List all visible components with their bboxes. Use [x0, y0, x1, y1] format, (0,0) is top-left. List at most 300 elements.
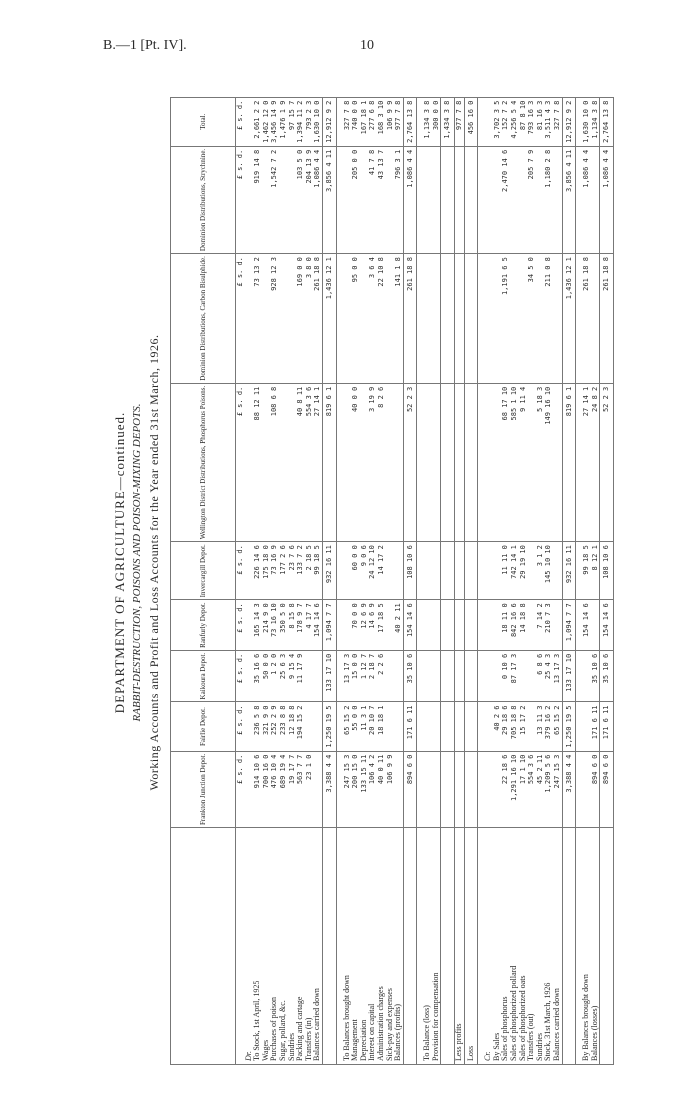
amount-cell — [510, 254, 519, 384]
amount-cell: 1,394 11 2 — [296, 97, 305, 146]
amount-cell: 50 0 0 — [262, 650, 271, 702]
row-label: Sundries — [288, 828, 297, 1065]
amount-cell — [245, 650, 254, 702]
amount-cell: 261 18 8 — [600, 254, 614, 384]
amount-cell — [441, 751, 455, 827]
amount-cell: 919 14 8 — [253, 146, 262, 253]
amount-cell — [493, 751, 502, 827]
amount-cell: 3,702 3 5 — [493, 97, 502, 146]
amount-cell: 14 6 9 — [368, 600, 377, 651]
dr-row — [262, 97, 271, 1064]
amount-cell: 29 19 10 — [519, 542, 528, 600]
amount-cell — [455, 146, 465, 253]
amount-cell: 1,086 4 4 — [403, 146, 417, 253]
amount-cell: 103 5 0 — [296, 146, 305, 253]
amount-cell: 133 15 11 — [360, 751, 369, 827]
column-header: Total. — [171, 97, 236, 146]
dr-heading-row — [245, 97, 254, 1064]
amount-cell — [527, 600, 536, 651]
amount-cell: 327 7 8 — [343, 97, 352, 146]
amount-cell: 977 7 8 — [455, 97, 465, 146]
row-label: Dr. — [245, 828, 254, 1065]
amount-cell — [432, 254, 441, 384]
amount-cell — [582, 650, 591, 702]
amount-cell — [386, 650, 395, 702]
row-label: To Stock, 1st April, 1925 — [253, 828, 262, 1065]
amount-cell — [484, 254, 493, 384]
row-label: Balances (losses) — [591, 828, 600, 1065]
amount-cell: 171 6 11 — [600, 702, 614, 751]
accounts-body — [236, 97, 614, 1064]
amount-cell — [423, 254, 432, 384]
amount-cell: 35 10 6 — [403, 650, 417, 702]
amount-cell — [423, 542, 432, 600]
amount-cell — [245, 702, 254, 751]
amount-cell: 742 14 1 — [510, 542, 519, 600]
amount-cell: 914 10 6 — [253, 751, 262, 827]
amount-cell — [394, 702, 403, 751]
amount-cell — [360, 254, 369, 384]
cr-row — [510, 97, 519, 1064]
amount-cell: £ s. d. — [236, 542, 245, 600]
amount-cell — [394, 751, 403, 827]
amount-cell: 204 13 9 — [305, 146, 314, 253]
amount-cell: 34 5 0 — [527, 254, 536, 384]
amount-cell — [464, 542, 478, 600]
amount-cell: 3,456 14 9 — [270, 97, 279, 146]
amount-cell: 52 2 3 — [403, 383, 417, 541]
amount-cell — [484, 542, 493, 600]
amount-cell — [441, 600, 455, 651]
amount-cell: 43 13 7 — [377, 146, 386, 253]
row-label: Cr. — [484, 828, 493, 1065]
amount-cell: 740 0 0 — [351, 97, 360, 146]
amount-cell: 12,912 9 2 — [322, 97, 336, 146]
amount-cell — [423, 383, 432, 541]
amount-cell: 108 10 6 — [600, 542, 614, 600]
amount-cell: 233 8 8 — [279, 702, 288, 751]
amount-cell: 1,086 4 4 — [582, 146, 591, 253]
amount-cell: 247 15 3 — [343, 751, 352, 827]
amount-cell — [386, 702, 395, 751]
amount-cell — [432, 146, 441, 253]
dr-row — [253, 97, 262, 1064]
amount-cell — [464, 702, 478, 751]
loss-row — [432, 97, 441, 1064]
amount-cell — [343, 383, 352, 541]
balance-row — [368, 97, 377, 1064]
amount-cell — [484, 702, 493, 751]
amount-cell: 45 2 11 — [536, 751, 545, 827]
amount-cell: 133 17 10 — [322, 650, 336, 702]
amount-cell — [386, 600, 395, 651]
amount-cell — [591, 254, 600, 384]
amount-cell: 205 7 9 — [527, 146, 536, 253]
amount-cell: 3,388 4 4 — [562, 751, 576, 827]
amount-cell: 211 0 8 — [544, 254, 553, 384]
amount-cell — [313, 751, 322, 827]
amount-cell: 261 18 8 — [582, 254, 591, 384]
amount-cell: 932 16 11 — [322, 542, 336, 600]
amount-cell: 40 2 11 — [394, 600, 403, 651]
amount-cell: 456 16 0 — [464, 97, 478, 146]
row-label: Balances carried down — [553, 828, 562, 1065]
amount-cell: 35 16 6 — [253, 650, 262, 702]
amount-cell: 27 14 1 — [313, 383, 322, 541]
amount-cell — [553, 254, 562, 384]
amount-cell — [493, 254, 502, 384]
amount-cell — [455, 702, 465, 751]
amount-cell — [484, 600, 493, 651]
amount-cell: 6 8 6 — [536, 650, 545, 702]
balance-total-row — [403, 97, 417, 1064]
row-label: Management — [351, 828, 360, 1065]
amount-cell — [423, 650, 432, 702]
amount-cell — [394, 650, 403, 702]
amount-cell: 22 10 8 — [377, 254, 386, 384]
amount-cell — [493, 542, 502, 600]
amount-cell: 3 19 9 — [368, 383, 377, 541]
amount-cell — [386, 254, 395, 384]
amount-cell: 15 17 2 — [519, 702, 528, 751]
amount-cell: 261 18 8 — [313, 254, 322, 384]
amount-cell: 106 9 9 — [386, 97, 395, 146]
dr-row — [296, 97, 305, 1064]
amount-cell — [553, 600, 562, 651]
amount-cell: 819 6 1 — [562, 383, 576, 541]
amount-cell — [423, 702, 432, 751]
amount-cell: £ s. d. — [236, 600, 245, 651]
amount-cell — [591, 600, 600, 651]
amount-cell: 8 15 8 — [288, 600, 297, 651]
amount-cell: 40 8 11 — [296, 383, 305, 541]
amount-cell: 3,856 4 11 — [322, 146, 336, 253]
amount-cell: 152 7 2 — [501, 97, 510, 146]
amount-cell: 8 2 6 — [377, 383, 386, 541]
cr-row — [501, 97, 510, 1064]
amount-cell: £ s. d. — [236, 146, 245, 253]
amount-cell: 700 16 0 — [262, 751, 271, 827]
amount-cell: 9 15 4 — [288, 650, 297, 702]
amount-cell: 141 1 8 — [394, 254, 403, 384]
amount-cell — [305, 702, 314, 751]
amount-cell: 226 14 6 — [253, 542, 262, 600]
rotated-page-content — [108, 60, 658, 1065]
amount-cell: 819 6 1 — [322, 383, 336, 541]
amount-cell — [262, 254, 271, 384]
amount-cell: 894 6 0 — [600, 751, 614, 827]
amount-cell: 18 11 0 — [501, 600, 510, 651]
amount-cell: 22 18 6 — [501, 751, 510, 827]
units-row — [236, 97, 245, 1064]
amount-cell: 40 2 6 — [493, 702, 502, 751]
amount-cell: £ s. d. — [236, 702, 245, 751]
amount-cell: 379 16 2 — [544, 702, 553, 751]
amount-cell — [432, 600, 441, 651]
amount-cell — [343, 146, 352, 253]
amount-cell — [464, 650, 478, 702]
row-label: Sundries — [536, 828, 545, 1065]
section-subtitle: RABBIT-DESTRUCTION, POISONS AND POISON-MIXING DEPOTS. — [131, 403, 143, 722]
amount-cell: 68 17 10 — [501, 383, 510, 541]
cr-row — [544, 97, 553, 1064]
amount-cell: 11 3 1 — [360, 702, 369, 751]
amount-cell: 0 10 6 — [501, 650, 510, 702]
amount-cell: 1,086 4 4 — [313, 146, 322, 253]
amount-cell — [493, 146, 502, 253]
row-label: Packing and cartage — [296, 828, 305, 1065]
amount-cell — [484, 146, 493, 253]
amount-cell — [591, 146, 600, 253]
amount-cell: 3 1 2 — [536, 542, 545, 600]
amount-cell: 133 7 2 — [296, 542, 305, 600]
cr-heading-row — [484, 97, 493, 1064]
amount-cell: 25 6 3 — [279, 650, 288, 702]
loss-net-row — [464, 97, 478, 1064]
less-profits-row — [455, 97, 465, 1064]
amount-cell: £ s. d. — [236, 383, 245, 541]
row-label: Wages — [262, 828, 271, 1065]
amount-cell — [313, 650, 322, 702]
amount-cell — [432, 542, 441, 600]
amount-cell — [245, 254, 254, 384]
amount-cell: 171 6 11 — [403, 702, 417, 751]
balance-row — [343, 97, 352, 1064]
amount-cell — [386, 146, 395, 253]
amount-cell: 2 2 6 — [377, 650, 386, 702]
amount-cell: 17 1 10 — [519, 751, 528, 827]
accounts-title: Working Accounts and Profit and Loss Accounts for the Year ended 31st March, 1926. — [147, 334, 161, 791]
amount-cell: 200 15 0 — [351, 751, 360, 827]
amount-cell: 9 0 6 — [360, 542, 369, 600]
rotated-inner — [108, 60, 658, 1065]
amount-cell — [553, 146, 562, 253]
amount-cell — [279, 146, 288, 253]
amount-cell: 14 18 8 — [519, 600, 528, 651]
amount-cell: 1,250 19 5 — [562, 702, 576, 751]
column-header: Ranfurly Depot. — [171, 600, 236, 651]
amount-cell: 214 9 0 — [262, 600, 271, 651]
amount-cell: 554 3 6 — [305, 383, 314, 541]
row-label: Sales of phosphorus — [501, 828, 510, 1065]
amount-cell: 11 17 9 — [296, 650, 305, 702]
amount-cell: 108 10 6 — [403, 542, 417, 600]
dr-total-row — [322, 97, 336, 1064]
amount-cell: 23 7 6 — [288, 542, 297, 600]
amount-cell: 928 12 3 — [270, 254, 279, 384]
row-label: Less profits — [455, 828, 465, 1065]
amount-cell: 894 6 0 — [403, 751, 417, 827]
column-header: Dominion Distributions, Carbon Bisulphide. — [171, 254, 236, 384]
amount-cell: 154 14 6 — [403, 600, 417, 651]
amount-cell: 277 6 8 — [368, 97, 377, 146]
amount-cell — [510, 146, 519, 253]
amount-cell — [484, 383, 493, 541]
cr2-row — [582, 97, 591, 1064]
amount-cell: 4,256 5 4 — [510, 97, 519, 146]
amount-cell: 12,912 9 2 — [562, 97, 576, 146]
amount-cell — [386, 542, 395, 600]
amount-cell: 55 0 0 — [351, 702, 360, 751]
amount-cell — [527, 650, 536, 702]
loss-row — [423, 97, 432, 1064]
amount-cell: 4 17 7 — [305, 600, 314, 651]
amount-cell: 73 13 2 — [253, 254, 262, 384]
amount-cell: 97 15 7 — [288, 97, 297, 146]
amount-cell — [245, 97, 254, 146]
amount-cell: 1,191 6 5 — [501, 254, 510, 384]
amount-cell: 106 4 2 — [368, 751, 377, 827]
amount-cell — [536, 146, 545, 253]
dr-row — [313, 97, 322, 1064]
amount-cell: 1 2 0 — [270, 650, 279, 702]
amount-cell: 5 18 3 — [536, 383, 545, 541]
amount-cell — [455, 542, 465, 600]
amount-cell: 11 11 0 — [501, 542, 510, 600]
amount-cell — [441, 146, 455, 253]
amount-cell: 154 14 6 — [582, 600, 591, 651]
amount-cell — [279, 254, 288, 384]
amount-cell — [553, 383, 562, 541]
row-label: Depreciation — [360, 828, 369, 1065]
column-header: Fairlie Depot. — [171, 702, 236, 751]
amount-cell — [441, 542, 455, 600]
amount-cell: 3 8 0 — [305, 254, 314, 384]
amount-cell: 87 8 10 — [519, 97, 528, 146]
amount-cell: 29 18 6 — [501, 702, 510, 751]
amount-cell — [484, 751, 493, 827]
column-header-row — [171, 97, 236, 1064]
amount-cell — [245, 751, 254, 827]
dr-row — [305, 97, 314, 1064]
amount-cell: 252 2 9 — [270, 702, 279, 751]
amount-cell: 35 10 6 — [600, 650, 614, 702]
amount-cell: 1,134 3 8 — [423, 97, 432, 146]
amount-cell: 178 9 7 — [296, 600, 305, 651]
amount-cell: £ s. d. — [236, 254, 245, 384]
amount-cell: 7 14 2 — [536, 600, 545, 651]
amount-cell — [386, 383, 395, 541]
amount-cell — [493, 600, 502, 651]
amount-cell: 65 15 2 — [553, 702, 562, 751]
row-label: Sales of phosphorized oats — [519, 828, 528, 1065]
label-column-header — [171, 828, 236, 1065]
cr-row — [527, 97, 536, 1064]
amount-cell — [432, 751, 441, 827]
amount-cell — [464, 751, 478, 827]
amount-cell — [527, 702, 536, 751]
amount-cell — [455, 751, 465, 827]
amount-cell: 1,134 3 8 — [591, 97, 600, 146]
amount-cell: 932 16 11 — [562, 542, 576, 600]
amount-cell: 88 12 11 — [253, 383, 262, 541]
amount-cell: 18 18 1 — [377, 702, 386, 751]
amount-cell: 165 14 3 — [253, 600, 262, 651]
amount-cell: 476 10 4 — [270, 751, 279, 827]
cr-row — [493, 97, 502, 1064]
amount-cell — [464, 600, 478, 651]
row-label — [322, 828, 336, 1065]
row-label: By Sales — [493, 828, 502, 1065]
amount-cell: 19 17 7 — [288, 751, 297, 827]
amount-cell: 2 18 5 — [305, 542, 314, 600]
amount-cell — [245, 600, 254, 651]
amount-cell: 169 0 0 — [296, 254, 305, 384]
dr-row — [270, 97, 279, 1064]
amount-cell: 3,511 4 3 — [544, 97, 553, 146]
row-label: Sugar, pollard, &c. — [279, 828, 288, 1065]
amount-cell — [536, 254, 545, 384]
amount-cell — [519, 650, 528, 702]
amount-cell: 70 0 0 — [351, 600, 360, 651]
amount-cell: 12 6 9 — [360, 600, 369, 651]
amount-cell: 154 14 6 — [600, 600, 614, 651]
row-label: Balances (profits) — [394, 828, 403, 1065]
amount-cell: 13 17 3 — [553, 650, 562, 702]
row-label: Interest on capital — [368, 828, 377, 1065]
amount-cell: 977 7 8 — [394, 97, 403, 146]
cr-total-row — [562, 97, 576, 1064]
row-label: Sick-pay and expenses — [386, 828, 395, 1065]
amount-cell — [360, 383, 369, 541]
amount-cell: 1,250 19 5 — [322, 702, 336, 751]
amount-cell — [343, 254, 352, 384]
row-label — [600, 828, 614, 1065]
amount-cell: 177 2 6 — [279, 542, 288, 600]
amount-cell: 3,856 4 11 — [562, 146, 576, 253]
amount-cell: 205 0 0 — [351, 146, 360, 253]
amount-cell: 1,180 2 8 — [544, 146, 553, 253]
amount-cell — [455, 383, 465, 541]
amount-cell: 327 7 8 — [553, 97, 562, 146]
amount-cell — [464, 254, 478, 384]
column-header: Frankton Junction Depot. — [171, 751, 236, 827]
amount-cell — [262, 383, 271, 541]
column-header: Kaikoura Depot. — [171, 650, 236, 702]
amount-cell: 99 18 5 — [313, 542, 322, 600]
amount-cell: 99 18 5 — [582, 542, 591, 600]
amount-cell — [493, 383, 502, 541]
amount-cell: 321 9 0 — [262, 702, 271, 751]
row-label: To Balance (loss) — [423, 828, 432, 1065]
amount-cell — [582, 751, 591, 827]
amount-cell: 23 1 0 — [305, 751, 314, 827]
amount-cell: 350 5 0 — [279, 600, 288, 651]
amount-cell — [553, 542, 562, 600]
amount-cell: 3,388 4 4 — [322, 751, 336, 827]
amount-cell: 1,086 4 4 — [600, 146, 614, 253]
amount-cell: 108 6 8 — [270, 383, 279, 541]
amount-cell: 689 19 4 — [279, 751, 288, 827]
amount-cell: 65 15 2 — [343, 702, 352, 751]
column-header: Invercargill Depot. — [171, 542, 236, 600]
amount-cell: £ s. d. — [236, 751, 245, 827]
amount-cell — [432, 702, 441, 751]
amount-cell: 40 0 0 — [351, 383, 360, 541]
dr-row — [279, 97, 288, 1064]
accounts-table — [170, 97, 614, 1065]
amount-cell — [484, 97, 493, 146]
amount-cell — [527, 542, 536, 600]
amount-cell: 210 7 3 — [544, 600, 553, 651]
amount-cell: 13 11 3 — [536, 702, 545, 751]
amount-cell: 194 15 2 — [296, 702, 305, 751]
column-header: Dominion Distributions, Strychnine. — [171, 146, 236, 253]
amount-cell: 13 17 3 — [343, 650, 352, 702]
row-label: Transfers (in) — [305, 828, 314, 1065]
row-label — [236, 828, 245, 1065]
amount-cell: 20 10 7 — [368, 702, 377, 751]
